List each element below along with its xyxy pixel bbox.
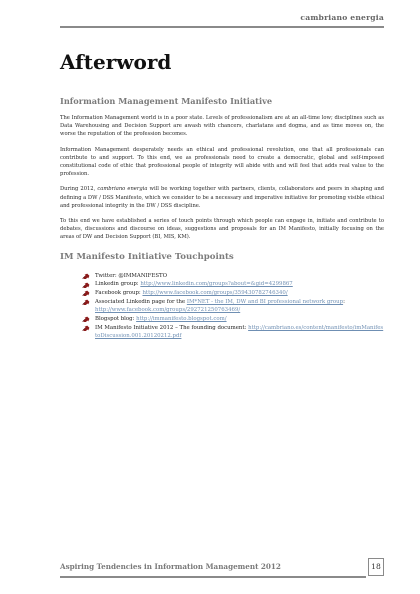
- main-content: [60, 96, 384, 341]
- footer-rule: [60, 576, 366, 578]
- paragraph-4: To this end we have established a series of touch points through which people can engage in, initiate and contribute to debates, discussions and discourse on ideas, suggestions and proposals for an IM Manifesto, initially focusing on the areas of DW and Decision Support (BI, MIS, KM).: [60, 218, 384, 241]
- list-item-twitter: [82, 272, 384, 280]
- page-title: Afterword: [60, 50, 172, 74]
- list-item-facebook: [82, 289, 384, 297]
- touchpoints-list: [60, 272, 384, 341]
- founding-document-label: IM Manifesto Initiative 2012 – The founding document:: [95, 324, 249, 331]
- pushpin-bullet-icon: [82, 290, 90, 296]
- twitter-label: Twitter: @IMMANIFESTO: [95, 272, 168, 279]
- founding-document-link[interactable]: http://cambriano.es/content/manifesto/imManifestoDiscussion.001.20120212.pdf: [95, 324, 384, 340]
- pushpin-bullet-icon: [82, 282, 90, 288]
- facebook-group-link[interactable]: http://www.facebook.com/groups/359430782746340/: [142, 290, 288, 297]
- pushpin-bullet-icon: [82, 325, 90, 331]
- list-item-imnet: [82, 298, 384, 314]
- paragraph-3-end: will be working together with partners, clients, collaborators and peers in shaping and defining a DW / DSS Manifesto, which we consider to be a necessary and imperative initiative for promoting visible ethical and professional integrity in the DW / DSS discipline.: [60, 186, 385, 209]
- paragraph-1: The Information Management world is in a poor state. Levels of professionalism are at an all-time low; disciplines such as Data Warehousing and Decision Support are awash with chancers, charlatans and dogma, and as time moves on, the worse the reputation of the profession becomes.: [60, 115, 384, 138]
- imnet-facebook-link[interactable]: http://www.facebook.com/groups/292721250763469/: [95, 307, 241, 314]
- paragraph-3: [60, 185, 384, 210]
- pushpin-bullet-icon: [82, 273, 90, 279]
- list-item-linkedin: [82, 280, 384, 288]
- blog-label: Blogspot blog:: [95, 316, 137, 323]
- paragraph-2: Information Management desperately needs an ethical and professional revolution, one that all professionals can contribute to and support. To this end, we as professionals need to create a democratic, global and self-imposed constitutional code of ethic that professional people of integrity will abide with and will feel that adds real value to the profession.: [60, 146, 384, 178]
- paragraph-3-start: During 2012,: [60, 186, 98, 193]
- paragraph-3-brand: cambriano energia: [97, 186, 148, 193]
- section-heading-manifesto: Information Management Manifesto Initiative: [60, 96, 273, 106]
- list-item-founding-document: [82, 324, 384, 340]
- list-item-blog: [82, 315, 384, 323]
- pushpin-bullet-icon: [82, 299, 90, 305]
- header-rule: [60, 26, 384, 28]
- section-heading-touchpoints: IM Manifesto Initiative Touchpoints: [60, 251, 234, 262]
- imnet-label: Associated Linkedin page for the: [95, 299, 187, 306]
- blogspot-link[interactable]: http://immanifesto.blogspot.com/: [136, 316, 227, 323]
- imnet-group-link[interactable]: IM*NET - the IM, DW and BI professional network group: [186, 299, 344, 306]
- facebook-label: Facebook group:: [95, 290, 143, 297]
- linkedin-label: Linkedin group:: [95, 281, 141, 288]
- footer-title: Aspiring Tendencies in Information Management 2012: [60, 562, 281, 571]
- page-number: 18: [368, 558, 384, 576]
- imnet-separator: :: [343, 299, 345, 306]
- pushpin-bullet-icon: [82, 316, 90, 322]
- brand-header: cambriano energia: [300, 13, 384, 22]
- linkedin-group-link[interactable]: http://www.linkedin.com/groups?about=&gid=4299867: [140, 281, 293, 288]
